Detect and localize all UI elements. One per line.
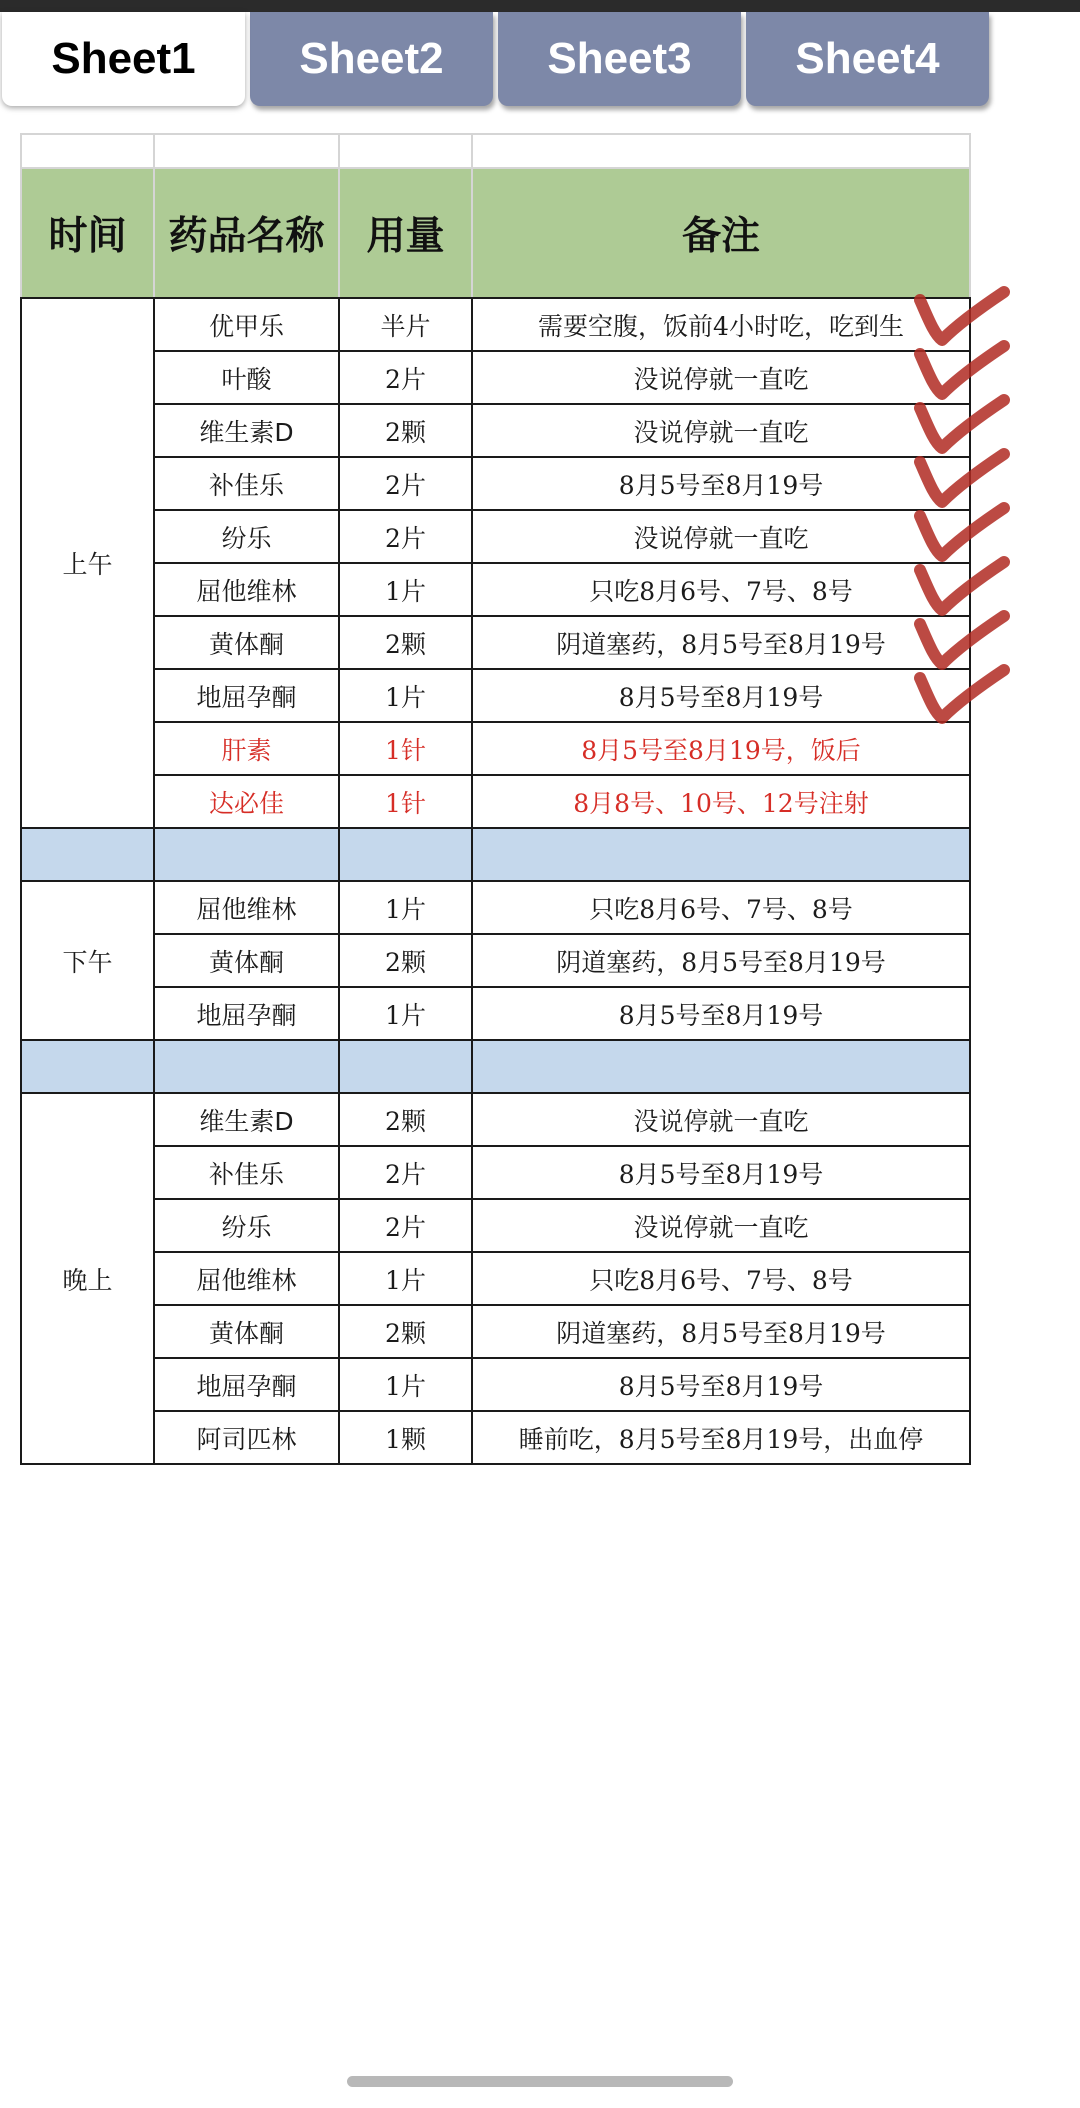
- dosage-cell[interactable]: 2颗: [339, 934, 472, 987]
- checkmark-icon: [920, 346, 1004, 394]
- dosage-cell[interactable]: 2片: [339, 351, 472, 404]
- cell[interactable]: [154, 1040, 339, 1093]
- drug-name-cell[interactable]: 达必佳: [154, 775, 339, 828]
- table-row: [21, 987, 970, 1040]
- note-cell[interactable]: 8月5号至8月19号: [472, 669, 970, 722]
- dosage-cell[interactable]: 2颗: [339, 404, 472, 457]
- period-cell-morning[interactable]: 上午: [21, 298, 154, 828]
- table-row: [21, 457, 970, 510]
- note-cell[interactable]: 没说停就一直吃: [472, 1199, 970, 1252]
- table-row: [21, 775, 970, 828]
- drug-name-cell[interactable]: 优甲乐: [154, 298, 339, 351]
- sheet-tab-bar: [0, 12, 1080, 116]
- dosage-cell[interactable]: 2片: [339, 457, 472, 510]
- table-row: [21, 1146, 970, 1199]
- header-time[interactable]: 时间: [21, 168, 154, 298]
- checkmark-icon: [920, 292, 1004, 340]
- note-cell[interactable]: 8月5号至8月19号: [472, 1358, 970, 1411]
- header-drug-name[interactable]: 药品名称: [154, 168, 339, 298]
- dosage-cell[interactable]: 2片: [339, 1146, 472, 1199]
- dosage-cell[interactable]: 1片: [339, 987, 472, 1040]
- drug-name-cell[interactable]: 黄体酮: [154, 934, 339, 987]
- table-row: [21, 1305, 970, 1358]
- dosage-cell[interactable]: 半片: [339, 298, 472, 351]
- drug-name-cell[interactable]: 肝素: [154, 722, 339, 775]
- medication-table: [20, 133, 971, 1465]
- table-row: [21, 669, 970, 722]
- table-row: [21, 298, 970, 351]
- table-row: [21, 1252, 970, 1305]
- tab-sheet1[interactable]: Sheet1: [2, 12, 245, 106]
- note-cell[interactable]: 8月8号、10号、12号注射: [472, 775, 970, 828]
- cell[interactable]: [339, 1040, 472, 1093]
- dosage-cell[interactable]: 2颗: [339, 1305, 472, 1358]
- cell[interactable]: [339, 134, 472, 168]
- table-row: [21, 1411, 970, 1464]
- dosage-cell[interactable]: 2颗: [339, 616, 472, 669]
- drug-name-cell[interactable]: 地屈孕酮: [154, 987, 339, 1040]
- note-cell[interactable]: 睡前吃，8月5号至8月19号，出血停: [472, 1411, 970, 1464]
- dosage-cell[interactable]: 1针: [339, 722, 472, 775]
- drug-name-cell[interactable]: 阿司匹林: [154, 1411, 339, 1464]
- cell[interactable]: [21, 1040, 154, 1093]
- dosage-cell[interactable]: 1片: [339, 881, 472, 934]
- drug-name-cell[interactable]: 屈他维林: [154, 1252, 339, 1305]
- note-cell[interactable]: 阴道塞药，8月5号至8月19号: [472, 934, 970, 987]
- blank-top-row: [21, 134, 970, 168]
- cell[interactable]: [339, 828, 472, 881]
- table-row: [21, 510, 970, 563]
- dosage-cell[interactable]: 2颗: [339, 1093, 472, 1146]
- period-cell-evening[interactable]: 晚上: [21, 1093, 154, 1464]
- note-cell[interactable]: 阴道塞药，8月5号至8月19号: [472, 1305, 970, 1358]
- cell[interactable]: [154, 134, 339, 168]
- drug-name-cell[interactable]: 屈他维林: [154, 881, 339, 934]
- header-notes[interactable]: 备注: [472, 168, 970, 298]
- drug-name-cell[interactable]: 黄体酮: [154, 616, 339, 669]
- note-cell[interactable]: 没说停就一直吃: [472, 404, 970, 457]
- table-row: [21, 1093, 970, 1146]
- note-cell[interactable]: 没说停就一直吃: [472, 1093, 970, 1146]
- table-row: [21, 881, 970, 934]
- status-bar: [0, 0, 1080, 12]
- note-cell[interactable]: 只吃8月6号、7号、8号: [472, 1252, 970, 1305]
- cell[interactable]: [21, 134, 154, 168]
- spacer-row: [21, 828, 970, 881]
- drug-name-cell[interactable]: 黄体酮: [154, 1305, 339, 1358]
- table-row: [21, 722, 970, 775]
- checkmark-icon: [920, 454, 1004, 502]
- dosage-cell[interactable]: 1颗: [339, 1411, 472, 1464]
- checkmark-icon: [920, 670, 1004, 718]
- dosage-cell[interactable]: 1针: [339, 775, 472, 828]
- table-row: [21, 1199, 970, 1252]
- drug-name-cell[interactable]: 维生素D: [154, 1093, 339, 1146]
- cell[interactable]: [21, 828, 154, 881]
- checkmark-icon: [920, 562, 1004, 610]
- drug-name-cell[interactable]: 纷乐: [154, 510, 339, 563]
- note-cell[interactable]: 只吃8月6号、7号、8号: [472, 563, 970, 616]
- note-cell[interactable]: 8月5号至8月19号，饭后: [472, 722, 970, 775]
- drug-name-cell[interactable]: 补佳乐: [154, 1146, 339, 1199]
- drug-name-cell[interactable]: 叶酸: [154, 351, 339, 404]
- cell[interactable]: [472, 828, 970, 881]
- checkmark-icon: [920, 616, 1004, 664]
- table-row: [21, 351, 970, 404]
- home-indicator: [347, 2076, 733, 2087]
- header-dosage[interactable]: 用量: [339, 168, 472, 298]
- drug-name-cell[interactable]: 地屈孕酮: [154, 1358, 339, 1411]
- drug-name-cell[interactable]: 维生素D: [154, 404, 339, 457]
- note-cell[interactable]: 8月5号至8月19号: [472, 1146, 970, 1199]
- drug-name-cell[interactable]: 纷乐: [154, 1199, 339, 1252]
- dosage-cell[interactable]: 1片: [339, 1252, 472, 1305]
- dosage-cell[interactable]: 1片: [339, 669, 472, 722]
- cell[interactable]: [472, 134, 970, 168]
- cell[interactable]: [154, 828, 339, 881]
- table-row: [21, 404, 970, 457]
- table-row: [21, 934, 970, 987]
- drug-name-cell[interactable]: 屈他维林: [154, 563, 339, 616]
- tab-sheet3[interactable]: Sheet3: [498, 12, 741, 106]
- dosage-cell[interactable]: 2片: [339, 1199, 472, 1252]
- cell[interactable]: [472, 1040, 970, 1093]
- tab-sheet4[interactable]: Sheet4: [746, 12, 989, 106]
- note-cell[interactable]: 没说停就一直吃: [472, 351, 970, 404]
- header-row: [21, 168, 970, 298]
- drug-name-cell[interactable]: 地屈孕酮: [154, 669, 339, 722]
- checkmark-icon: [920, 400, 1004, 448]
- table-row: [21, 563, 970, 616]
- tab-sheet2[interactable]: Sheet2: [250, 12, 493, 106]
- hand-drawn-checkmarks: [900, 280, 1020, 750]
- spacer-row: [21, 1040, 970, 1093]
- dosage-cell[interactable]: 1片: [339, 1358, 472, 1411]
- dosage-cell[interactable]: 2片: [339, 510, 472, 563]
- note-cell[interactable]: 8月5号至8月19号: [472, 987, 970, 1040]
- note-cell[interactable]: 只吃8月6号、7号、8号: [472, 881, 970, 934]
- drug-name-cell[interactable]: 补佳乐: [154, 457, 339, 510]
- dosage-cell[interactable]: 1片: [339, 563, 472, 616]
- note-cell[interactable]: 阴道塞药，8月5号至8月19号: [472, 616, 970, 669]
- note-cell[interactable]: 8月5号至8月19号: [472, 457, 970, 510]
- note-cell[interactable]: 需要空腹，饭前4小时吃，吃到生: [472, 298, 970, 351]
- note-cell[interactable]: 没说停就一直吃: [472, 510, 970, 563]
- checkmark-icon: [920, 508, 1004, 556]
- period-cell-afternoon[interactable]: 下午: [21, 881, 154, 1040]
- table-row: [21, 616, 970, 669]
- table-row: [21, 1358, 970, 1411]
